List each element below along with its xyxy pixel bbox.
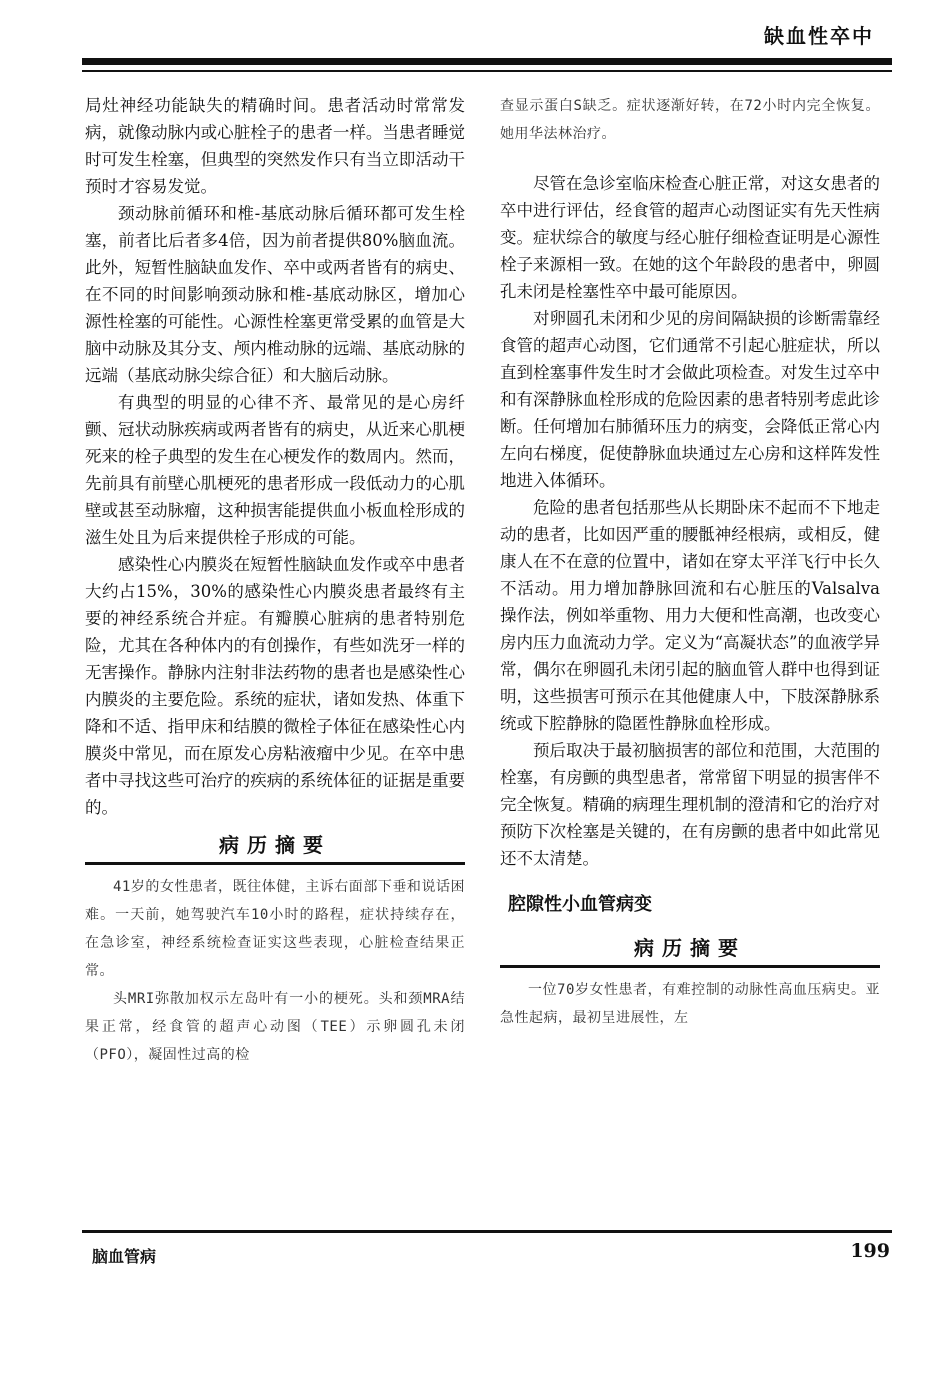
- paragraph: 有典型的明显的心律不齐、最常见的是心房纤颤、冠状动脉疾病或两者皆有的病史，从近来心肌梗死来的栓子典型的发生在心梗发作的数周内。然而，先前具有前壁心肌梗死的患者形成一段低动力的心肌壁或甚至动脉瘤，这种损害能提供血小板血栓形成的滋生处且为后来提供栓子形成的可能。: [85, 393, 465, 547]
- case-paragraph: 查显示蛋白S缺乏。症状逐渐好转，在72小时内完全恢复。她用华法林治疗。: [500, 98, 880, 142]
- case-summary-rule: [500, 965, 880, 968]
- paragraph: 对卵圆孔未闭和少见的房间隔缺损的诊断需靠经食管的超声心动图，它们通常不引起心脏症状，所以直到栓塞事件发生时才会做此项检查。对发生过卒中和有深静脉血栓形成的危险因素的患者特别考虑此诊断。任何增加右肺循环压力的病变，会降低正常心内左向右梯度，促使静脉血块通过左心房和这样阵发性地进入体循环。: [500, 309, 880, 490]
- left-column: [85, 92, 465, 1069]
- book-title: 脑血管病: [92, 1247, 157, 1266]
- paragraph: 感染性心内膜炎在短暂性脑缺血发作或卒中患者大约占15%，30%的感染性心内膜炎患者最终有主要的神经系统合并症。有瓣膜心脏病的患者特别危险，尤其在各种体内的有创操作，有些如洗牙一样的无害操作。静脉内注射非法药物的患者也是感染性心内膜炎的主要危险。系统的症状，诸如发热、体重下降和不适、指甲床和结膜的微栓子体征在感染性心内膜炎中常见，而在原发心房粘液瘤中少见。在卒中患者中寻找这些可治疗的疾病的系统体征的证据是重要的。: [85, 555, 465, 817]
- right-column: [500, 92, 880, 1032]
- paragraph: 局灶神经功能缺失的精确时间。患者活动时常常发病，就像动脉内或心脏栓子的患者一样。当患者睡觉时可发生栓塞，但典型的突然发作只有当立即活动干预时才容易发觉。: [85, 96, 465, 196]
- case-paragraph: 头MRI弥散加权示左岛叶有一小的梗死。头和颈MRA结果正常，经食管的超声心动图（TEE）示卵圆孔未闭（PFO），凝固性过高的检: [85, 991, 465, 1063]
- case-paragraph: 41岁的女性患者，既往体健，主诉右面部下垂和说话困难。一天前，她驾驶汽车10小时的路程，症状持续存在，在急诊室，神经系统检查证实这些表现，心脏检查结果正常。: [85, 879, 465, 979]
- spacer: [500, 148, 880, 170]
- case-summary-title: 病历摘要: [634, 936, 746, 960]
- paragraph: 颈动脉前循环和椎-基底动脉后循环都可发生栓塞，前者比后者多4倍，因为前者提供80%脑血流。此外，短暂性脑缺血发作、卒中或两者皆有的病史、在不同的时间影响颈动脉和椎-基底动脉区，增加心源性栓塞的可能性。心源性栓塞更常受累的血管是大脑中动脉及其分支、颅内椎动脉的远端、基底动脉的远端（基底动脉尖综合征）和大脑后动脉。: [85, 204, 465, 385]
- header-rule-thin: [82, 70, 892, 72]
- paragraph: 危险的患者包括那些从长期卧床不起而不下地走动的患者，比如因严重的腰骶神经根病，或相反，健康人在不在意的位置中，诸如在穿太平洋飞行中长久不活动。用力增加静脉回流和右心脏压的Valsalva操作法，例如举重物、用力大便和性高潮，也改变心房内压力血流动力学。定义为“高凝状态”的血液学异常，偶尔在卵圆孔未闭引起的脑血管人群中也得到证明，这些损害可预示在其他健康人中，下肢深静脉系统或下腔静脉的隐匿性静脉血栓形成。: [500, 498, 880, 733]
- header-rule-thick: [82, 58, 892, 65]
- case-summary-rule: [85, 862, 465, 865]
- section-heading: 腔隙性小血管病变: [508, 894, 652, 915]
- footer-rule: [82, 1230, 892, 1233]
- paragraph: 预后取决于最初脑损害的部位和范围，大范围的栓塞，有房颤的典型患者，常常留下明显的损害伴不完全恢复。精确的病理生理机制的澄清和它的治疗对预防下次栓塞是关键的，在有房颤的患者中如此常见还不太清楚。: [500, 741, 880, 868]
- running-head: 缺血性卒中: [764, 24, 874, 48]
- case-paragraph: 一位70岁女性患者，有难控制的动脉性高血压病史。亚急性起病，最初呈进展性，左: [500, 982, 880, 1026]
- case-summary-title: 病历摘要: [219, 833, 331, 857]
- page-number: 199: [850, 1240, 890, 1262]
- paragraph: 尽管在急诊室临床检查心脏正常，对这女患者的卒中进行评估，经食管的超声心动图证实有先天性病变。症状综合的敏度与经心脏仔细检查证明是心源性栓子来源相一致。在她的这个年龄段的患者中，卵圆孔未闭是栓塞性卒中最可能原因。: [500, 174, 880, 301]
